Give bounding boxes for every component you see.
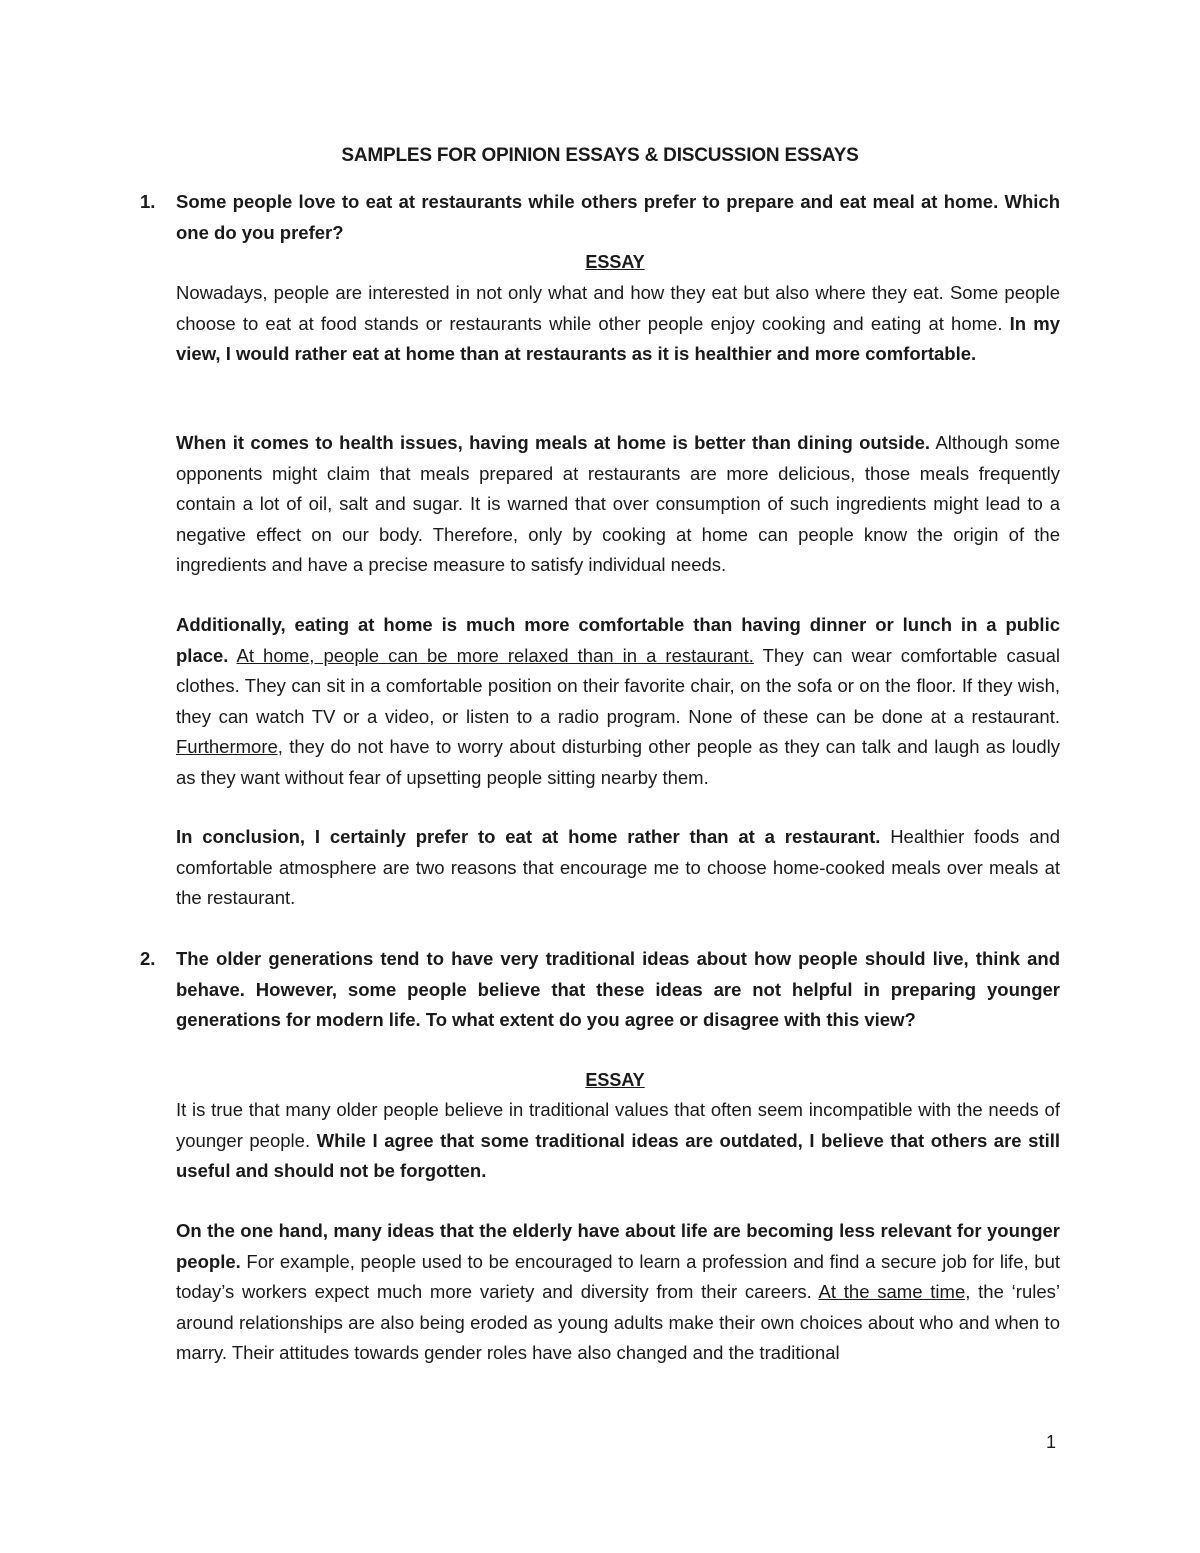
question-text: The older generations tend to have very traditional ideas about how people should live, think and behave. However, some people believe that these ideas are not helpful in preparing younger generations for modern life. To what extent do you agree or disagree with this view? (176, 948, 1060, 1030)
essay1-paragraph-4 (176, 822, 1060, 914)
topic-sentence: Additionally, eating at home is much more comfortable than having dinner or lunch in a public place. (176, 614, 1060, 666)
underlined-phrase: Furthermore, (176, 736, 283, 757)
paragraph-text: They can wear comfortable casual clothes. They can sit in a comfortable position on their favorite chair, on the sofa or on the floor. If they wish, they can watch TV or a video, or listen to a radio program. None of these can be done at a restaurant. (176, 644, 1060, 727)
underlined-phrase: At home, people can be more relaxed than in a restaurant. (236, 644, 754, 666)
question-text: Some people love to eat at restaurants while others prefer to prepare and eat meal at home. Which one do you prefer? (176, 191, 1060, 243)
essay1-paragraph-1 (176, 278, 1060, 370)
essay-heading: ESSAY (585, 252, 645, 272)
topic-sentence: On the one hand, many ideas that the elderly have about life are becoming less relevant for younger people. (176, 1220, 1060, 1272)
paragraph-text: Nowadays, people are interested in not only what and how they eat but also where they eat. Some people choose to eat at food stands or restaurants while other people enjoy cooking and eating at home. (176, 282, 1060, 334)
paragraph-text: It is true that many older people believe in traditional values that often seem incompatible with the needs of younger people. (176, 1099, 1060, 1151)
question-2 (140, 944, 1060, 1036)
page-number: 1 (1046, 1432, 1057, 1452)
question-1 (140, 187, 1060, 248)
thesis-statement: In my view, I would rather eat at home than at restaurants as it is healthier and more comfortable. (176, 312, 1060, 364)
essay2-paragraph-1 (176, 1095, 1060, 1187)
underlined-phrase: At the same time, (818, 1281, 971, 1302)
paragraph-text: the ‘rules’ around relationships are also being eroded as young adults make their own choices about who and when to marry. Their attitudes towards gender roles have also changed and the traditional (176, 1281, 1060, 1363)
conclusion-sentence: In conclusion, I certainly prefer to eat at home rather than at a restaurant. (176, 826, 881, 847)
essay1-paragraph-2 (176, 428, 1060, 581)
question-number: 2. (140, 948, 156, 969)
question-number: 1. (140, 191, 156, 212)
topic-sentence: When it comes to health issues, having meals at home is better than dining outside. (176, 432, 931, 453)
paragraph-text: they do not have to worry about disturbing other people as they can talk and laugh as loudly as they want without fear of upsetting people sitting nearby them. (176, 736, 1060, 788)
essay-heading: ESSAY (585, 1070, 645, 1090)
thesis-statement: While I agree that some traditional ideas are outdated, I believe that others are still useful and should not be forgotten. (176, 1129, 1060, 1181)
essay1-paragraph-3 (176, 610, 1060, 793)
document-title: SAMPLES FOR OPINION ESSAYS & DISCUSSION ESSAYS (341, 145, 859, 166)
paragraph-text: Although some opponents might claim that meals prepared at restaurants are more delicious, those meals frequently contain a lot of oil, salt and sugar. It is warned that over consumption of such ingredients might lead to a negative effect on our body. Therefore, only by cooking at home can people know the origin of the ingredients and have a precise measure to satisfy individual needs. (176, 432, 1061, 575)
paragraph-text: Healthier foods and comfortable atmosphere are two reasons that encourage me to choose home-cooked meals over meals at the restaurant. (176, 826, 1060, 908)
paragraph-text: For example, people used to be encouraged to learn a profession and find a secure job for life, but today’s workers expect much more variety and diversity from their careers. (176, 1250, 1060, 1302)
essay2-paragraph-2 (176, 1216, 1060, 1369)
